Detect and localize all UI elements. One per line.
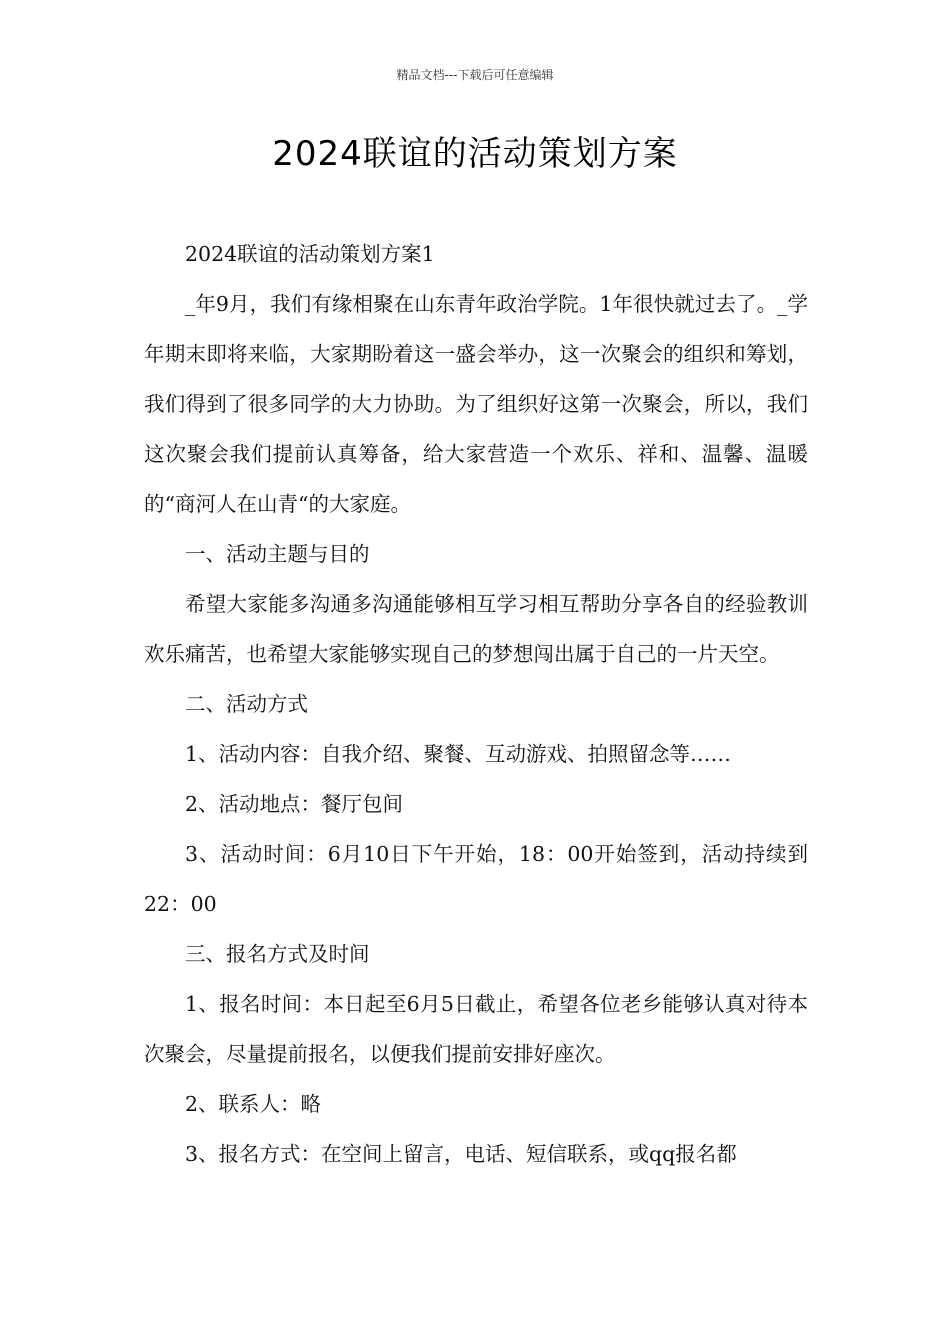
subtitle-paragraph: 2024联谊的活动策划方案1 xyxy=(185,242,435,266)
section-heading-method: 二、活动方式 xyxy=(185,692,308,716)
list-item-time: 3、活动时间：6月10日下午开始，18：00开始签到，活动持续到22：00 xyxy=(144,842,808,916)
list-item-registration-time: 1、报名时间：本日起至6月5日截止，希望各位老乡能够认真对待本次聚会，尽量提前报名，以便我们提前安排好座次。 xyxy=(144,992,808,1066)
section-heading-registration: 三、报名方式及时间 xyxy=(185,942,370,966)
list-item-location: 2、活动地点：餐厅包间 xyxy=(185,792,404,816)
header-note: 精品文档---下载后可任意编辑 xyxy=(396,68,554,82)
list-item-contact: 2、联系人：略 xyxy=(185,1092,322,1116)
document-title: 2024联谊的活动策划方案 xyxy=(272,134,678,174)
section-heading-theme: 一、活动主题与目的 xyxy=(185,542,370,566)
list-item-registration-method: 3、报名方式：在空间上留言，电话、短信联系，或qq报名都 xyxy=(185,1142,737,1166)
theme-paragraph: 希望大家能多沟通多沟通能够相互学习相互帮助分享各自的经验教训欢乐痛苦，也希望大家能够实现自己的梦想闯出属于自己的一片天空。 xyxy=(144,592,808,666)
intro-paragraph: _年9月，我们有缘相聚在山东青年政治学院。1年很快就过去了。_学年期末即将来临，大家期盼着这一盛会举办，这一次聚会的组织和筹划，我们得到了很多同学的大力协助。为了组织好这第一次聚会，所以，我们这次聚会我们提前认真筹备，给大家营造一个欢乐、祥和、温馨、温暖的“商河人在山青“的大家庭。 xyxy=(144,292,808,516)
list-item-content: 1、活动内容：自我介绍、聚餐、互动游戏、拍照留念等…… xyxy=(185,742,732,766)
document-body xyxy=(144,229,808,1179)
